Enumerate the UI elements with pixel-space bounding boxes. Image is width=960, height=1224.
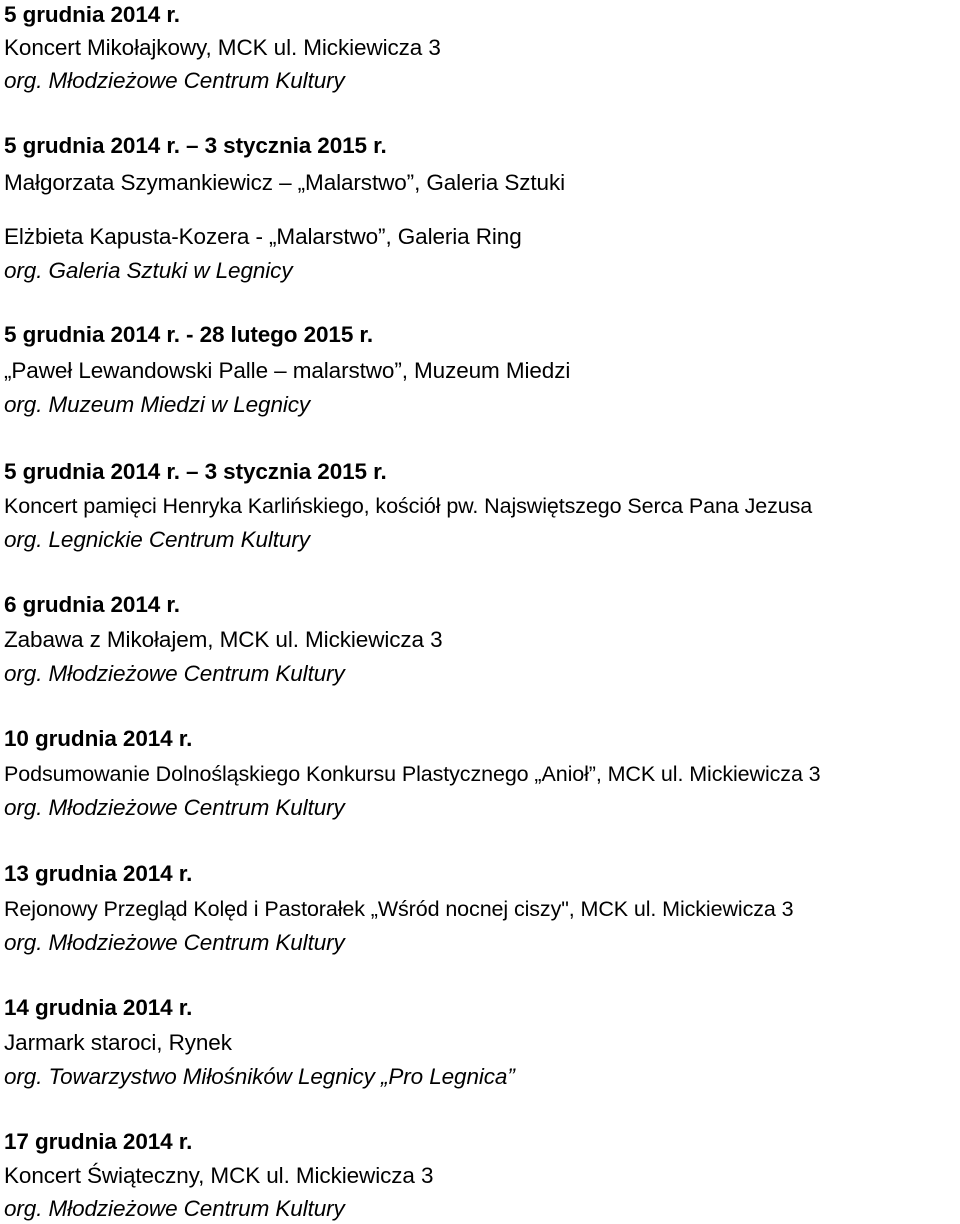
event-date: 5 grudnia 2014 r. – 3 stycznia 2015 r. [4,133,387,158]
event-description: Koncert Mikołajkowy, MCK ul. Mickiewicza 3 [4,35,441,60]
event-date: 10 grudnia 2014 r. [4,726,193,751]
event-date: 14 grudnia 2014 r. [4,995,193,1020]
event-organizer: org. Młodzieżowe Centrum Kultury [4,1196,345,1221]
event-description: Zabawa z Mikołajem, MCK ul. Mickiewicza 3 [4,627,443,652]
event-organizer: org. Młodzieżowe Centrum Kultury [4,795,345,820]
event-date: 6 grudnia 2014 r. [4,592,180,617]
event-organizer: org. Młodzieżowe Centrum Kultury [4,930,345,955]
event-description: Koncert pamięci Henryka Karlińskiego, kościół pw. Najswiętszego Serca Pana Jezusa [4,494,813,518]
event-description: Jarmark staroci, Rynek [4,1030,232,1055]
event-organizer: org. Młodzieżowe Centrum Kultury [4,661,345,686]
event-organizer: org. Młodzieżowe Centrum Kultury [4,68,345,93]
event-date: 5 grudnia 2014 r. – 3 stycznia 2015 r. [4,459,387,484]
event-description: Koncert Świąteczny, MCK ul. Mickiewicza 3 [4,1163,434,1188]
event-date: 5 grudnia 2014 r. - 28 lutego 2015 r. [4,322,373,347]
event-description: Elżbieta Kapusta-Kozera - „Malarstwo”, Galeria Ring [4,224,522,249]
event-organizer: org. Galeria Sztuki w Legnicy [4,258,293,283]
event-description: Podsumowanie Dolnośląskiego Konkursu Plastycznego „Anioł”, MCK ul. Mickiewicza 3 [4,762,821,786]
event-date: 17 grudnia 2014 r. [4,1129,193,1154]
event-description: Małgorzata Szymankiewicz – „Malarstwo”, Galeria Sztuki [4,170,566,195]
event-organizer: org. Towarzystwo Miłośników Legnicy „Pro Legnica” [4,1064,515,1089]
event-organizer: org. Legnickie Centrum Kultury [4,527,310,552]
event-organizer: org. Muzeum Miedzi w Legnicy [4,392,311,417]
event-date: 13 grudnia 2014 r. [4,861,193,886]
event-description: „Paweł Lewandowski Palle – malarstwo”, Muzeum Miedzi [4,358,571,383]
event-date: 5 grudnia 2014 r. [4,2,180,27]
event-description: Rejonowy Przegląd Kolęd i Pastorałek „Wśród nocnej ciszy", MCK ul. Mickiewicza 3 [4,897,794,921]
